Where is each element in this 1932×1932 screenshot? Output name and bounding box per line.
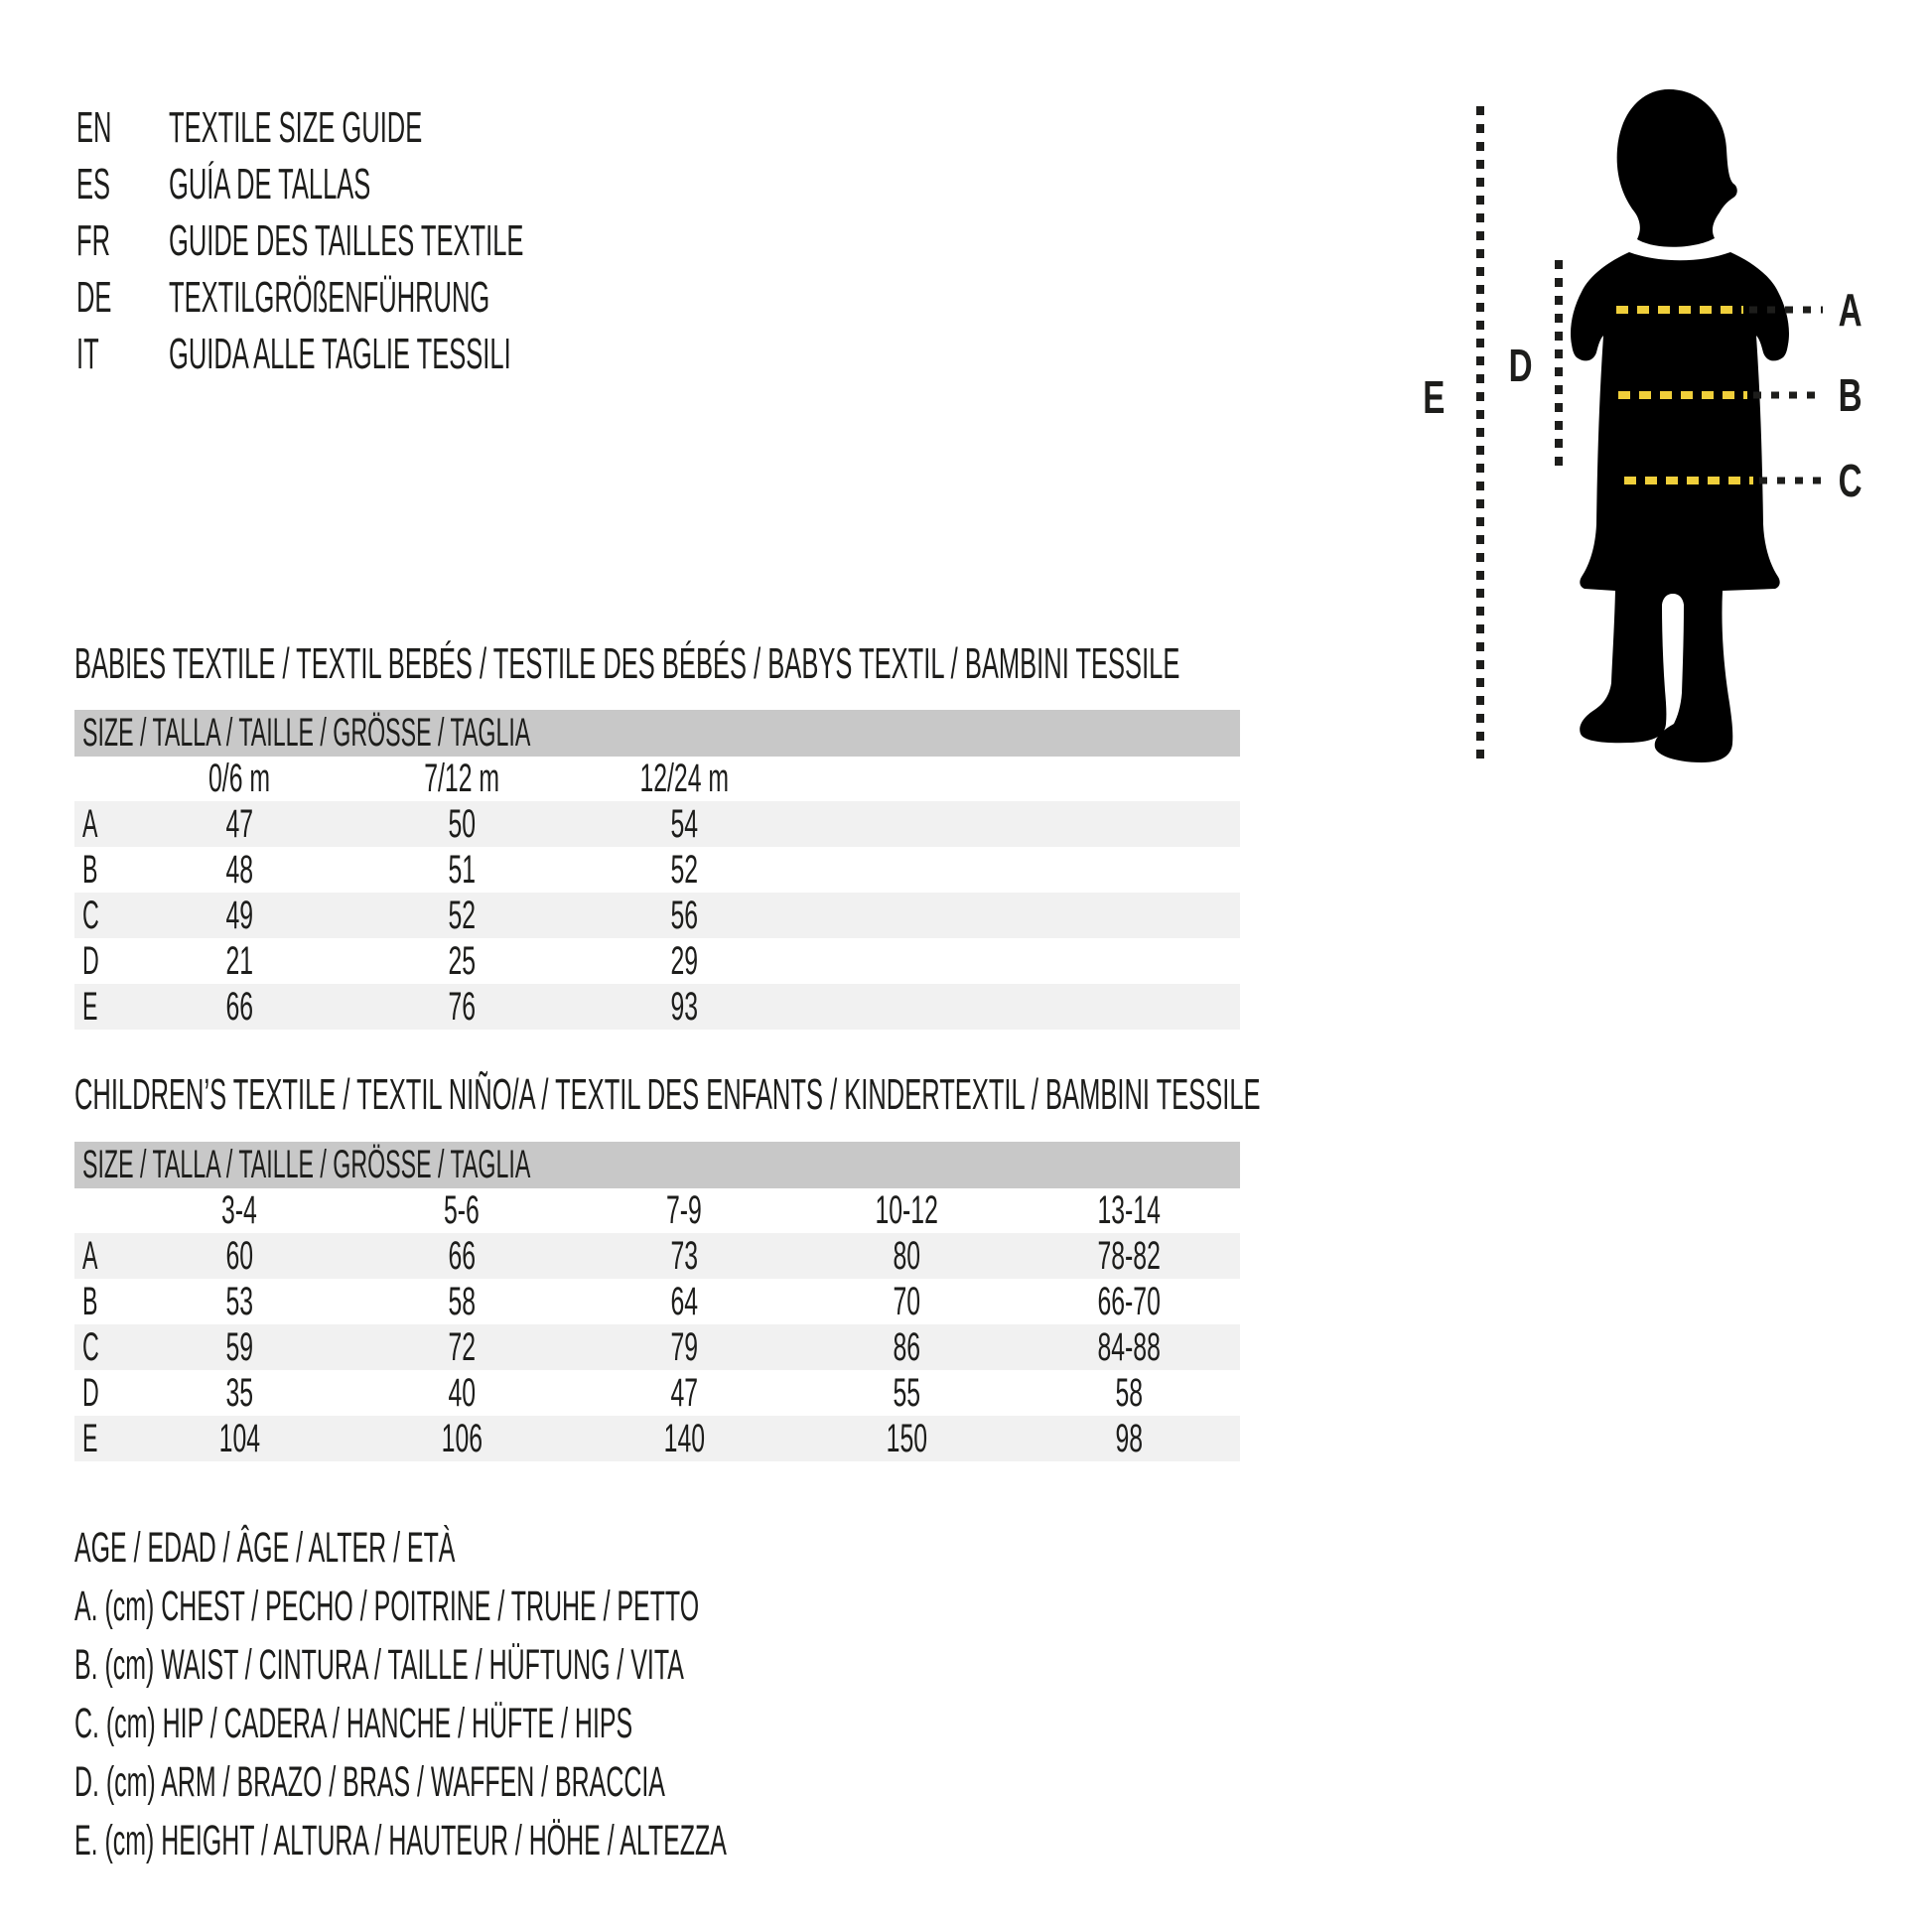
language-title: TEXTILGRÖßENFÜHRUNG xyxy=(169,272,490,322)
babies-col-header: 0/6 m xyxy=(207,757,271,800)
language-code: DE xyxy=(76,272,112,322)
measure-label-arm: D xyxy=(1509,340,1533,391)
table-row: D 35 40 47 55 58 xyxy=(82,1370,1143,1415)
language-title: TEXTILE SIZE GUIDE xyxy=(169,102,423,152)
language-row-fr xyxy=(76,212,780,269)
children-size-header-bar: SIZE / TALLA / TAILLE / GRÖSSE / TAGLIA xyxy=(74,1142,1240,1188)
language-title: GUIDE DES TAILLES TEXTILE xyxy=(169,215,524,265)
language-code: ES xyxy=(76,159,111,208)
language-title: GUÍA DE TALLAS xyxy=(169,159,371,208)
measure-label-height: E xyxy=(1422,371,1446,423)
babies-col-header: 12/24 m xyxy=(639,757,729,800)
table-row: B 53 58 64 70 66-70 xyxy=(82,1279,1161,1323)
children-column-header-row xyxy=(74,1188,1240,1233)
language-code: EN xyxy=(76,102,112,152)
language-code: IT xyxy=(76,329,99,378)
table-row: C 49 52 56 xyxy=(74,893,1240,938)
table-row: C 59 72 79 86 84-88 xyxy=(74,1324,1240,1370)
legend-line: E. (cm) HEIGHT / ALTURA / HAUTEUR / HÖHE / ALTEZZA xyxy=(74,1817,727,1864)
legend-line: A. (cm) CHEST / PECHO / POITRINE / TRUHE / PETTO xyxy=(74,1583,700,1630)
legend-line: C. (cm) HIP / CADERA / HANCHE / HÜFTE / HIPS xyxy=(74,1700,633,1747)
silhouette-head xyxy=(1617,89,1737,247)
language-row-de xyxy=(76,269,780,326)
language-code: FR xyxy=(76,215,111,265)
children-section-heading: CHILDREN’S TEXTILE / TEXTIL NIÑO/A / TEXTIL DES ENFANTS / KINDERTEXTIL / BAMBINI TESSILE xyxy=(74,1070,1261,1119)
children-col-header: 5-6 xyxy=(444,1188,480,1232)
babies-size-header-bar: SIZE / TALLA / TAILLE / GRÖSSE / TAGLIA xyxy=(74,710,1240,757)
legend-line: AGE / EDAD / ÂGE / ALTER / ETÀ xyxy=(74,1524,456,1572)
table-row: E 104 106 140 150 98 xyxy=(74,1416,1240,1461)
table-row: A 60 66 73 80 78-82 xyxy=(74,1233,1240,1279)
children-table xyxy=(74,1188,1240,1461)
table-row: B 48 51 52 xyxy=(82,847,698,892)
babies-section-heading: BABIES TEXTILE / TEXTIL BEBÉS / TESTILE DES BÉBÉS / BABYS TEXTIL / BAMBINI TESSILE xyxy=(74,639,1180,688)
measure-label-waist: B xyxy=(1839,369,1863,421)
language-row-en xyxy=(76,99,780,156)
children-col-header: 10-12 xyxy=(875,1188,938,1232)
measure-label-chest: A xyxy=(1839,284,1863,336)
babies-col-header: 7/12 m xyxy=(424,757,499,800)
legend-line: B. (cm) WAIST / CINTURA / TAILLE / HÜFTUNG / VITA xyxy=(74,1641,684,1689)
babies-table xyxy=(74,757,1240,1030)
table-row: E 66 76 93 xyxy=(74,984,1240,1030)
table-row: A 47 50 54 xyxy=(74,801,1240,847)
table-row: D 21 25 29 xyxy=(82,938,698,983)
babies-column-header-row xyxy=(74,757,1240,801)
measurement-legend xyxy=(74,1519,1199,1870)
children-col-header: 3-4 xyxy=(221,1188,257,1232)
legend-line: D. (cm) ARM / BRAZO / BRAS / WAFFEN / BRACCIA xyxy=(74,1758,665,1806)
language-title-block xyxy=(76,99,780,382)
language-title: GUIDA ALLE TAGLIE TESSILI xyxy=(169,329,511,378)
language-row-it xyxy=(76,326,780,382)
children-col-header: 13-14 xyxy=(1097,1188,1161,1232)
children-col-header: 7-9 xyxy=(666,1188,702,1232)
language-row-es xyxy=(76,156,780,212)
measure-label-hip: C xyxy=(1839,455,1863,506)
